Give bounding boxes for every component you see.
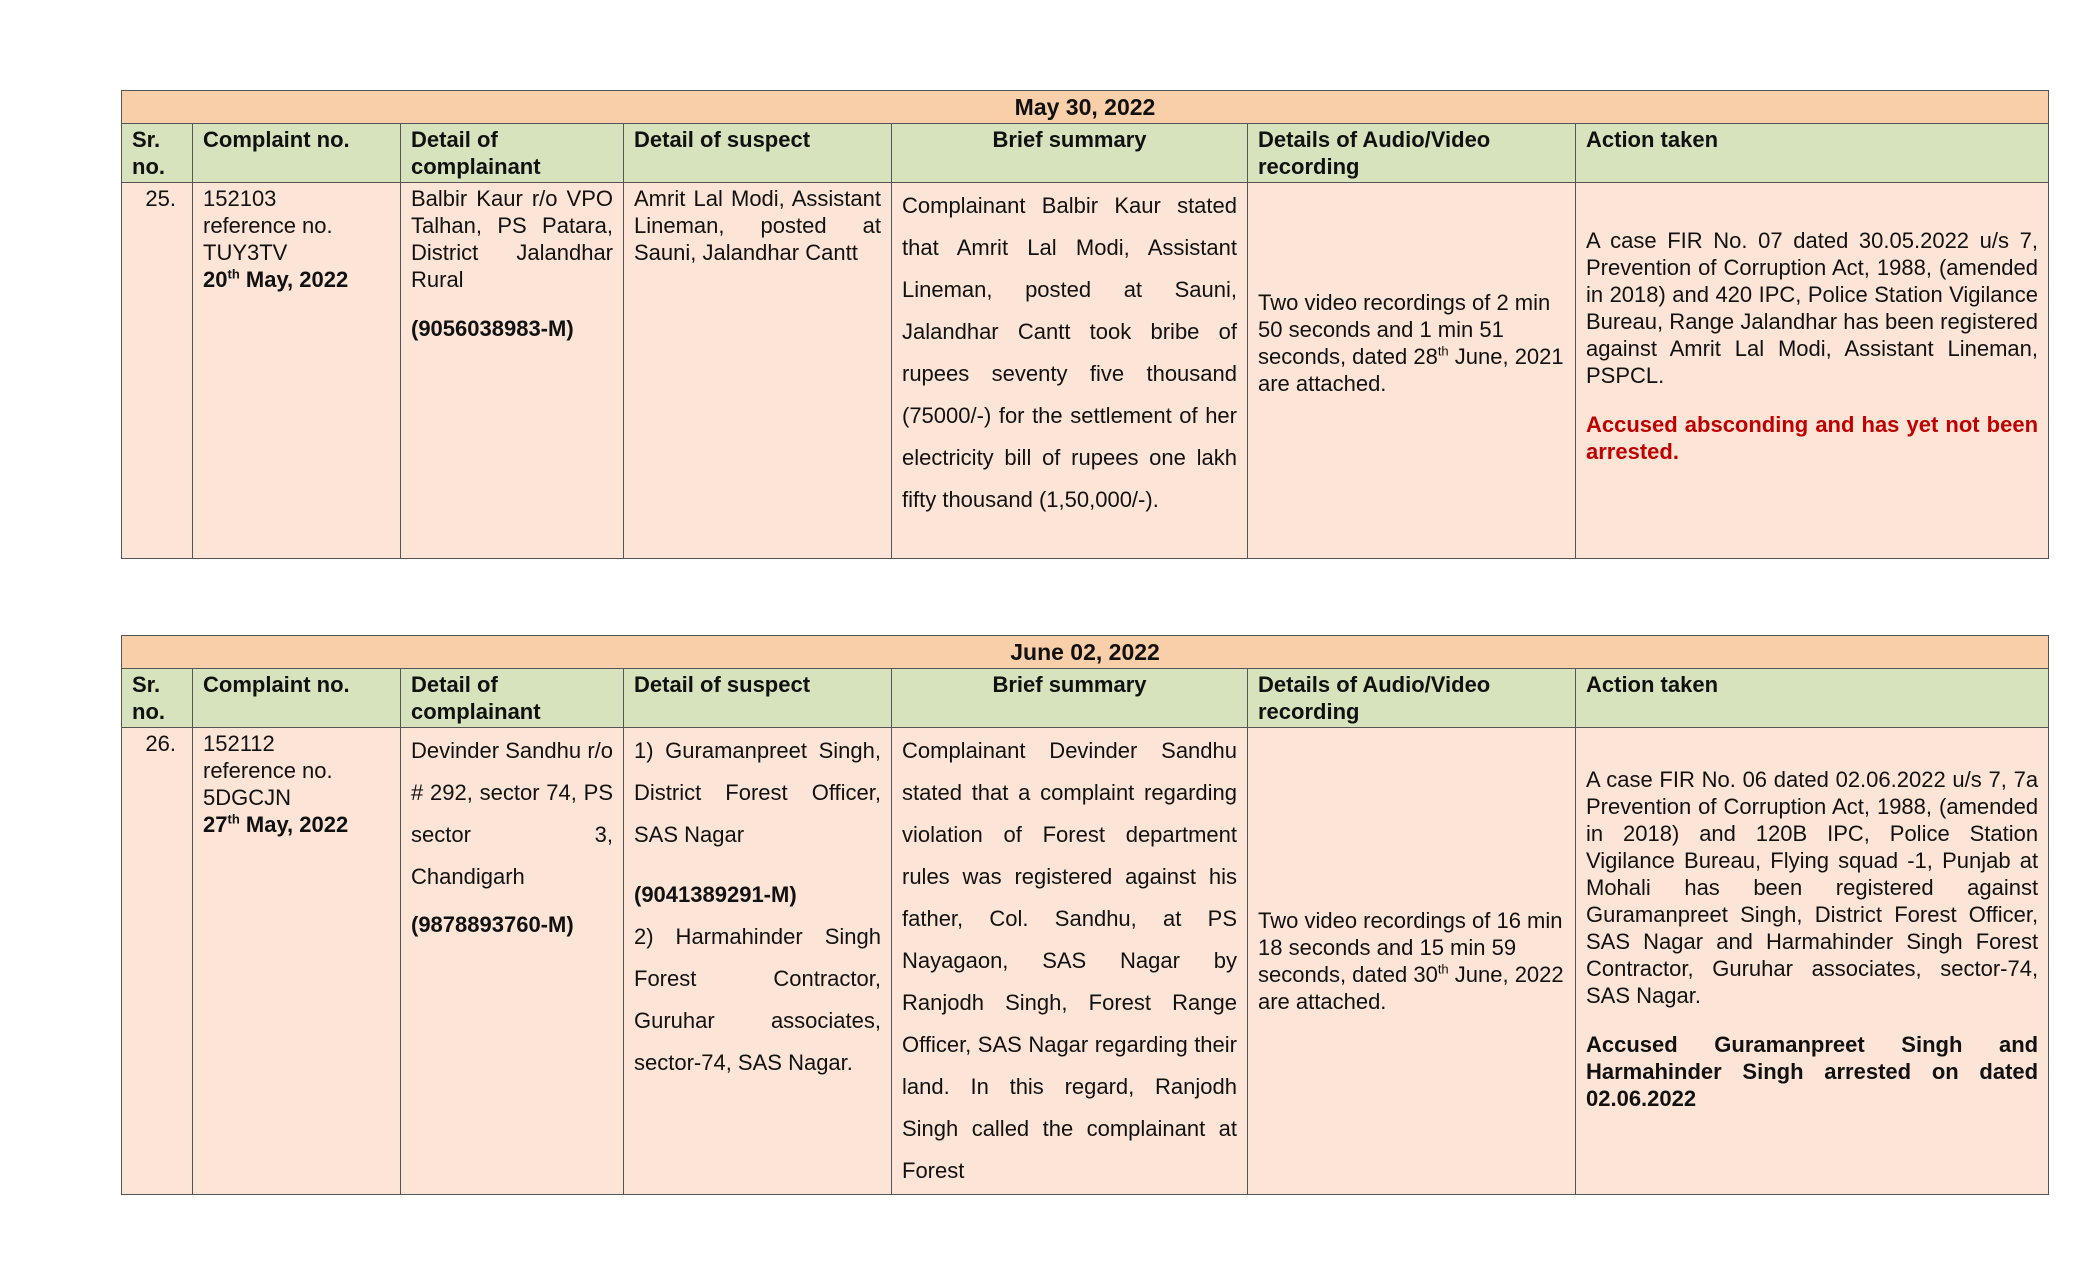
recording-cell	[1248, 728, 1576, 1195]
complaint-cell	[193, 183, 401, 559]
complaint-cell	[193, 728, 401, 1195]
col-header-complaint-no: Complaint no.	[193, 669, 401, 728]
complainant-cell	[401, 728, 624, 1195]
col-header-summary: Brief summary	[892, 669, 1248, 728]
record-date: June 02, 2022	[122, 636, 2049, 669]
table-row	[122, 183, 2049, 559]
sr-no: 25.	[122, 183, 193, 559]
complainant-detail: Balbir Kaur r/o VPO Talhan, PS Patara, District Jalandhar Rural	[411, 186, 613, 292]
complaint-number: 152112	[203, 731, 275, 756]
complaint-number: 152103	[203, 186, 277, 211]
action-cell	[1576, 728, 2049, 1195]
complainant-cell	[401, 183, 624, 559]
complainant-phone: (9878893760-M)	[411, 912, 574, 937]
col-header-recording: Details of Audio/Video recording	[1248, 669, 1576, 728]
reference-label: reference no.	[203, 758, 333, 783]
col-header-summary: Brief summary	[892, 124, 1248, 183]
col-header-action: Action taken	[1576, 124, 2049, 183]
table-row	[122, 728, 2049, 1195]
col-header-complainant: Detail of complainant	[401, 124, 624, 183]
col-header-complaint-no: Complaint no.	[193, 124, 401, 183]
col-header-sr-no: Sr. no.	[122, 124, 193, 183]
col-header-action: Action taken	[1576, 669, 2049, 728]
suspect-cell	[624, 728, 892, 1195]
complainant-phone: (9056038983-M)	[411, 316, 574, 341]
col-header-recording: Details of Audio/Video recording	[1248, 124, 1576, 183]
record-date: May 30, 2022	[122, 91, 2049, 124]
complaint-date: 20th May, 2022	[203, 266, 349, 292]
arrest-status: Accused absconding and has yet not been arrested.	[1586, 411, 2039, 464]
col-header-sr-no: Sr. no.	[122, 669, 193, 728]
brief-summary: Complainant Balbir Kaur stated that Amrit Lal Modi, Assistant Lineman, posted at Sauni, Jalandhar Cantt took bribe of rupees seventy five thousand (75000/-) for the settlement of her electricity bill of rupees one lakh fifty thousand (1,50,000/-).	[902, 193, 1237, 512]
suspect-cell	[624, 183, 892, 559]
complainant-detail: Devinder Sandhu r/o # 292, sector 74, PS sector 3, Chandigarh	[411, 738, 613, 889]
col-header-suspect: Detail of suspect	[624, 669, 892, 728]
complaint-date: 27th May, 2022	[203, 811, 349, 837]
suspect-1-phone: (9041389291-M)	[634, 882, 797, 907]
action-cell	[1576, 183, 2049, 559]
arrest-status: Accused Guramanpreet Singh and Harmahinder Singh arrested on dated 02.06.2022	[1586, 1032, 2039, 1111]
suspect-2: 2) Harmahinder Singh Forest Contractor, Guruhar associates, sector-74, SAS Nagar.	[634, 924, 881, 1075]
reference-code: TUY3TV	[203, 240, 288, 265]
recording-detail: Two video recordings of 2 min 50 seconds and 1 min 51 seconds, dated 28th June, 2021 are attached.	[1258, 289, 1564, 396]
action-taken: A case FIR No. 06 dated 02.06.2022 u/s 7, 7a Prevention of Corruption Act, 1988, (amended in 2018) and 120B IPC, Police Station Vigilance Bureau, Flying squad -1, Punjab at Mohali has been registered against Guramanpreet Singh, District Forest Officer, SAS Nagar and Harmahinder Singh Forest Contractor, Guruhar associates, sector-74, SAS Nagar.	[1586, 767, 2039, 1008]
reference-code: 5DGCJN	[203, 785, 292, 810]
record-table-june-02	[121, 635, 2049, 1195]
summary-cell	[892, 728, 1248, 1195]
sr-no: 26.	[122, 728, 193, 1195]
action-taken: A case FIR No. 07 dated 30.05.2022 u/s 7, Prevention of Corruption Act, 1988, (amended in 2018) and 420 IPC, Police Station Vigilance Bureau, Range Jalandhar has been registered against Amrit Lal Modi, Assistant Lineman, PSPCL.	[1586, 227, 2039, 388]
suspect-detail: Amrit Lal Modi, Assistant Lineman, posted at Sauni, Jalandhar Cantt	[634, 186, 881, 265]
suspect-1: 1) Guramanpreet Singh, District Forest Officer, SAS Nagar	[634, 738, 881, 847]
recording-cell	[1248, 183, 1576, 559]
brief-summary: Complainant Devinder Sandhu stated that a complaint regarding violation of Forest department rules was registered against his father, Col. Sandhu, at PS Nayagaon, SAS Nagar by Ranjodh Singh, Forest Range Officer, SAS Nagar regarding their land. In this regard, Ranjodh Singh called the complainant at Forest	[902, 738, 1237, 1183]
col-header-complainant: Detail of complainant	[401, 669, 624, 728]
col-header-suspect: Detail of suspect	[624, 124, 892, 183]
recording-detail: Two video recordings of 16 min 18 seconds and 15 min 59 seconds, dated 30th June, 2022 are attached.	[1258, 908, 1564, 1014]
summary-cell	[892, 183, 1248, 559]
reference-label: reference no.	[203, 213, 333, 238]
record-table-may-30	[121, 90, 2049, 559]
